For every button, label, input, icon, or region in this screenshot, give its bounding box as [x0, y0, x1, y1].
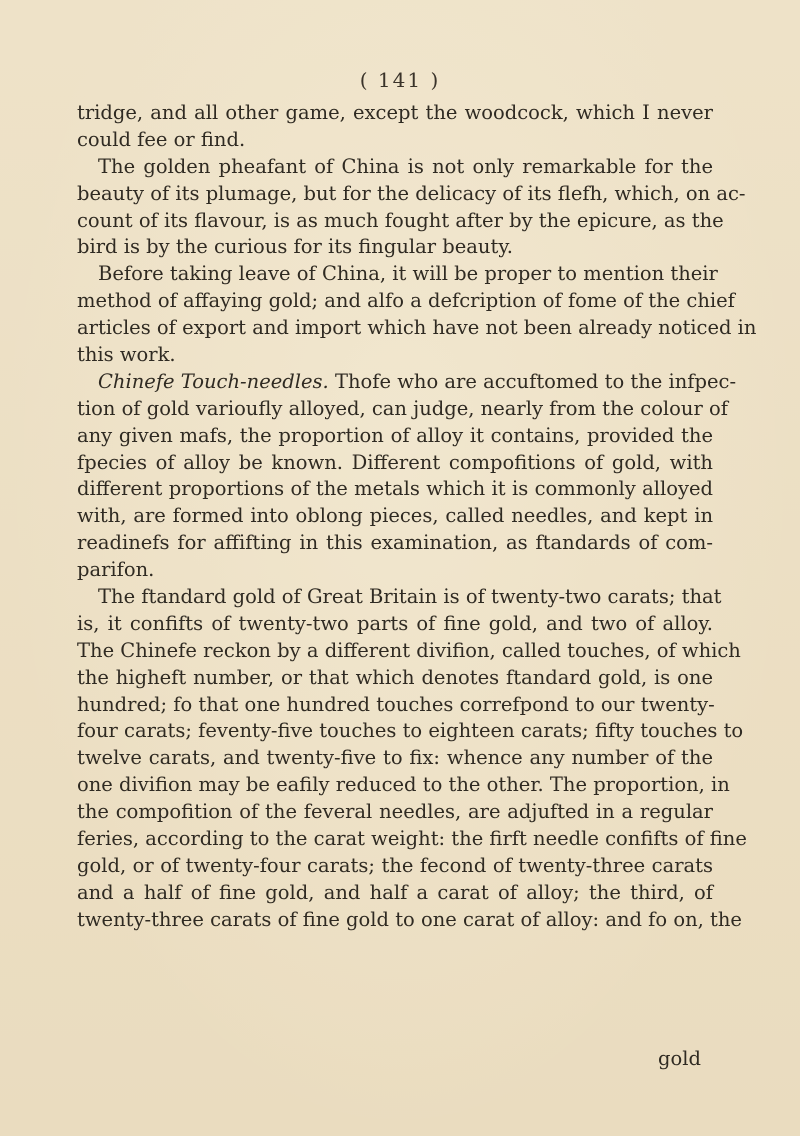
text-line: four carats; feventy-five touches to eighteen carats; fifty touches to: [77, 719, 744, 743]
text-line: any given mafs, the proportion of alloy it contains, provided the: [77, 423, 713, 447]
text-line: The ftandard gold of Great Britain is of twenty-two carats; that: [98, 585, 722, 609]
page-number: ( 141 ): [359, 68, 441, 92]
text-line: twenty-three carats of fine gold to one carat of alloy: and fo on, the: [77, 907, 742, 931]
body-text: [77, 100, 757, 934]
text-line: count of its flavour, is as much fought after by the epicure, as the: [77, 208, 724, 232]
text-line: the higheft number, or that which denotes ftandard gold, is one: [77, 665, 713, 689]
text-line: this work.: [77, 343, 176, 367]
text-line: articles of export and import which have not been already noticed in: [77, 316, 757, 340]
catchword: gold: [658, 1047, 701, 1070]
text-line: The golden pheafant of China is not only remarkable for the: [98, 154, 713, 178]
section-heading: Chinefe Touch-needles.: [98, 369, 329, 393]
text-line: parifon.: [77, 558, 155, 582]
text-line: is, it confifts of twenty-two parts of fine gold, and two of alloy.: [77, 611, 713, 635]
text-line: tion of gold varioufly alloyed, can judge, nearly from the colour of: [77, 396, 728, 420]
text-line: with, are formed into oblong pieces, called needles, and kept in: [77, 504, 713, 528]
text-line: gold, or of twenty-four carats; the fecond of twenty-three carats: [77, 853, 713, 877]
text-line: one divifion may be eafily reduced to the other. The proportion, in: [77, 773, 730, 797]
text-line: and a half of fine gold, and half a carat of alloy; the third, of: [77, 880, 713, 904]
text-line: hundred; fo that one hundred touches correfpond to our twenty-: [77, 692, 715, 716]
text-line: feries, according to the carat weight: the firft needle confifts of fine: [77, 827, 747, 851]
text-line: method of affaying gold; and alfo a defcription of fome of the chief: [77, 289, 735, 313]
text-line: readinefs for affifting in this examination, as ftandards of com-: [77, 531, 713, 555]
text-line: [77, 369, 737, 396]
text-line: Before taking leave of China, it will be proper to mention their: [98, 262, 718, 286]
text-line: the compofition of the feveral needles, are adjufted in a regular: [77, 800, 713, 824]
text-line: twelve carats, and twenty-five to fix: whence any number of the: [77, 746, 713, 770]
text-line: fpecies of alloy be known. Different compofitions of gold, with: [77, 450, 713, 474]
text-line: beauty of its plumage, but for the delicacy of its flefh, which, on ac-: [77, 181, 746, 205]
text-line: could fee or find.: [77, 127, 246, 151]
text-line: different proportions of the metals which it is commonly alloyed: [77, 477, 713, 501]
text-line: tridge, and all other game, except the woodcock, which I never: [77, 101, 713, 124]
text-line: The Chinefe reckon by a different divifion, called touches, of which: [77, 638, 741, 662]
text-line-rest: Thofe who are accuftomed to the infpec-: [334, 369, 737, 393]
text-line: bird is by the curious for its fingular beauty.: [77, 235, 513, 259]
